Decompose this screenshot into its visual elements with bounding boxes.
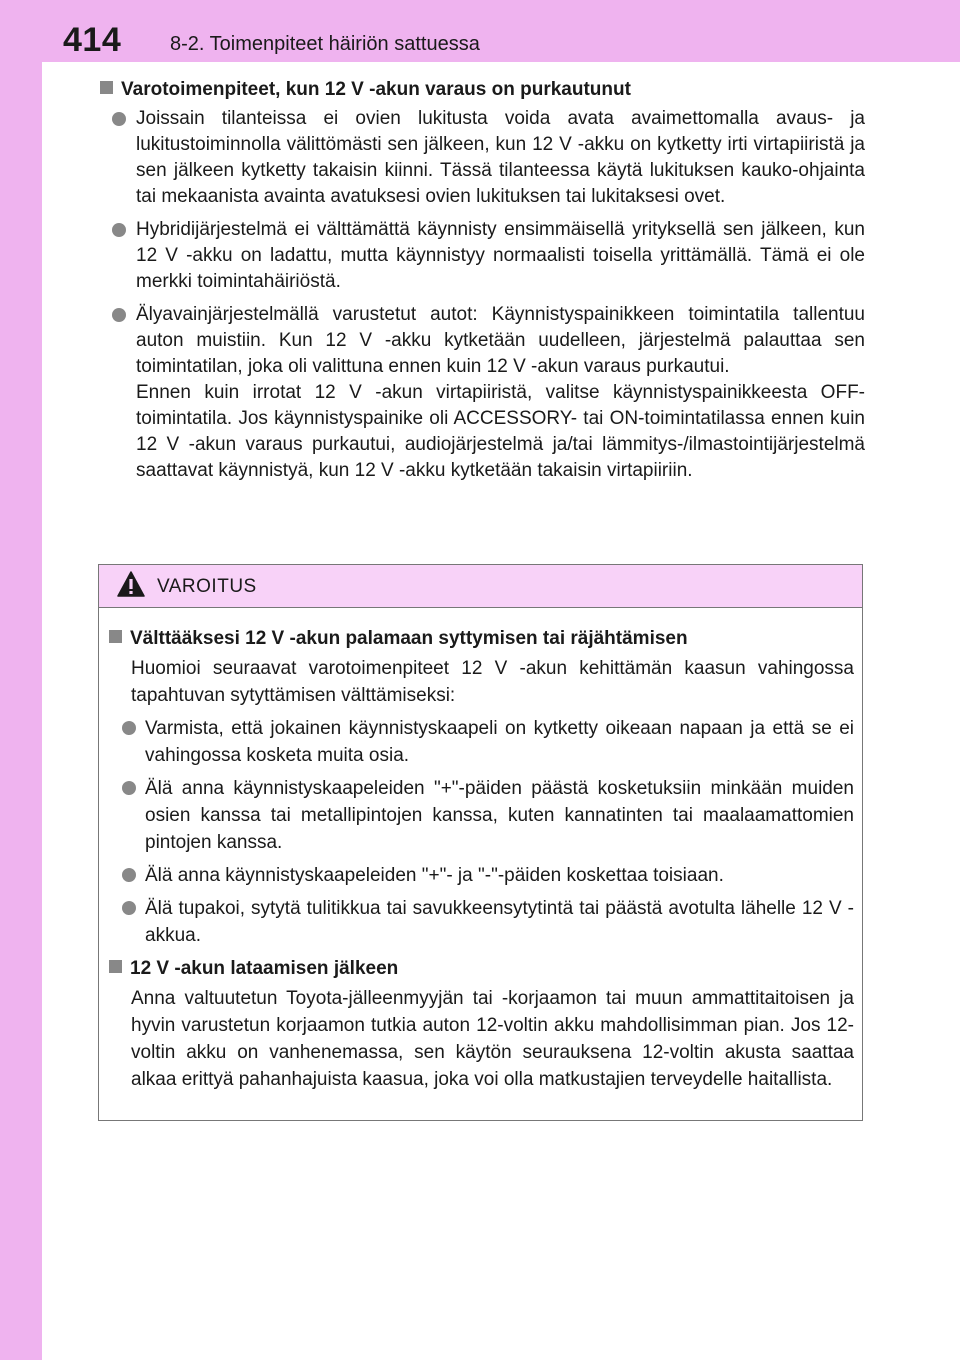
warning-header xyxy=(99,565,862,608)
list-item: Älyavainjärjestelmällä varustetut autot: Käynnistyspainikkeen toimintatila tallentuu auton muistiin. Kun 12 V -akku kytketään uudelleen, järjestelmä palauttaa sen toimintatilan, joka oli valittuna ennen kuin 12 V -akun varaus purkautui. Ennen kuin irrotat 12 V -akun virtapiiristä, valitse käynnistyspainikkeesta OFF-toimintatila. Jos käynnistyspainike oli ACCESSORY- tai ON-toimintatilassa ennen kuin 12 V -akun varaus purkautui, audiojärjestelmä ja/tai lämmitys-/ilmastointijärjestelmä saattavat käynnistyä, kun 12 V -akku kytketään takaisin virtapiiriin. xyxy=(100,302,865,484)
list-item: Älä anna käynnistyskaapeleiden "+"- ja "-"-päiden koskettaa toisiaan. xyxy=(109,862,854,889)
bullet-dot-icon xyxy=(122,721,136,735)
bullet-dot-icon xyxy=(122,868,136,882)
bullet-dot-icon xyxy=(112,112,126,126)
bullet-dot-icon xyxy=(112,223,126,237)
warning-heading: Välttääksesi 12 V -akun palamaan syttymisen tai räjähtämisen xyxy=(109,625,854,652)
warning-box xyxy=(98,564,863,1121)
list-item: Hybridijärjestelmä ei välttämättä käynnisty ensimmäisellä yrityksellä sen jälkeen, kun 12 V -akku on ladattu, mutta käynnistyy normaalisti toisella yrittämällä. Tämä ei ole merkki toimintahäiriöstä. xyxy=(100,217,865,295)
warning-body xyxy=(99,608,862,1093)
warning-title: VAROITUS xyxy=(157,576,257,597)
list-item: Älä tupakoi, sytytä tulitikkua tai savukkeensytytintä tai päästä avotulta lähelle 12 V -akkua. xyxy=(109,895,854,949)
square-bullet-icon xyxy=(100,81,113,94)
bullet-dot-icon xyxy=(122,901,136,915)
main-content xyxy=(100,76,865,491)
section-heading: Varotoimenpiteet, kun 12 V -akun varaus on purkautunut xyxy=(100,76,865,103)
list-item: Älä anna käynnistyskaapeleiden "+"-päiden päästä kosketuksiin minkään muiden osien kanssa tai metallipintojen kanssa, kuten kannatinten tai maalaamattomien pintojen kanssa. xyxy=(109,775,854,856)
square-bullet-icon xyxy=(109,630,122,643)
page-number: 414 xyxy=(63,21,122,59)
warning-heading: 12 V -akun lataamisen jälkeen xyxy=(109,955,854,982)
header-band xyxy=(0,0,960,62)
warning-text: Anna valtuutetun Toyota-jälleenmyyjän tai -korjaamon tai muun ammattitaitoisen ja hyvin varustetun korjaamon tutkia auton 12-voltin akku mahdollisimman pian. Jos 12-voltin akku on vanhenemassa, sen käytön seurauksena 12-voltin akusta saattaa alkaa erittyä pahanhajuista kaasua, joka voi olla matkustajien terveydelle haitallista. xyxy=(131,988,854,1090)
list-item: Joissain tilanteissa ei ovien lukitusta voida avata avaimettomalla avaus- ja lukitustoiminnolla välittömästi sen jälkeen, kun 12 V -akku on kytketty irti virtapiiristä ja sen jälkeen kytketty takaisin kiinni. Tässä tilanteessa käytä lukituksen kauko-ohjainta tai mekaanista avainta avatuksesi ovien lukituksen tai lukitaksesi ovet. xyxy=(100,106,865,210)
section-title: 8-2. Toimenpiteet häiriön sattuessa xyxy=(170,33,480,55)
warning-triangle-icon xyxy=(117,571,145,597)
bullet-dot-icon xyxy=(112,308,126,322)
square-bullet-icon xyxy=(109,960,122,973)
side-color-band xyxy=(0,0,42,1360)
warning-intro: Huomioi seuraavat varotoimenpiteet 12 V -akun kehittämän kaasun vahingossa tapahtuvan sytyttämisen välttämiseksi: xyxy=(131,658,854,706)
list-item: Varmista, että jokainen käynnistyskaapeli on kytketty oikeaan napaan ja että se ei vahingossa kosketa muita osia. xyxy=(109,715,854,769)
bullet-dot-icon xyxy=(122,781,136,795)
